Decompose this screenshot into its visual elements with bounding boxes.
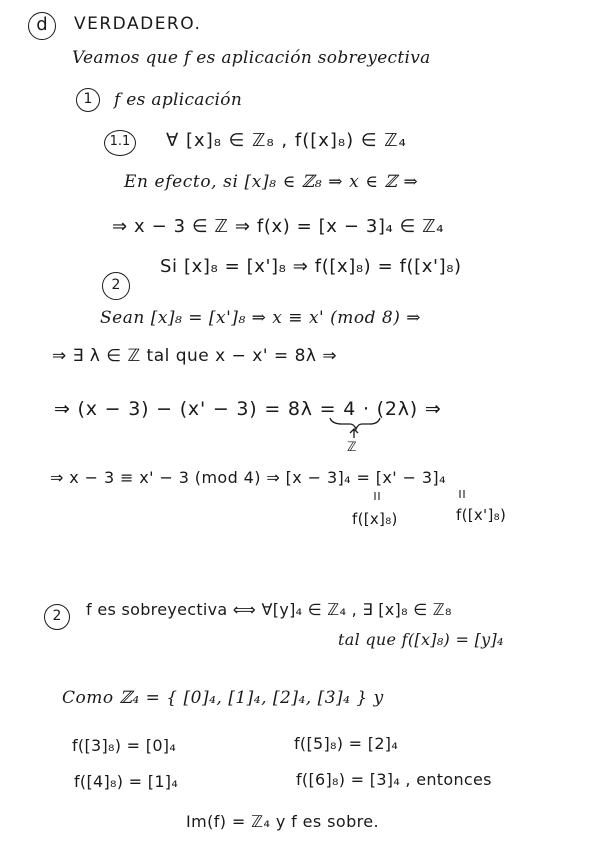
- sub11-line1: En efecto, si [x]₈ ∈ ℤ₈ ⇒ x ∈ ℤ ⇒: [124, 172, 419, 192]
- equal-mark-left: [375, 492, 379, 500]
- part2-title-cont: tal que f([x]₈) = [y]₄: [338, 630, 504, 649]
- sub12-eq-right: f([x']₈): [456, 506, 507, 524]
- sub12-brace-note: ℤ: [347, 440, 357, 455]
- verdict: VERDADERO.: [74, 14, 202, 34]
- part2-title: f es sobreyectiva ⟺ ∀[y]₄ ∈ ℤ₄ , ∃ [x]₈ ∈ ℤ₈: [86, 600, 452, 619]
- como-line: Como ℤ₄ = { [0]₄, [1]₄, [2]₄, [3]₄ } y: [62, 688, 384, 708]
- part1-number-circle: 1: [76, 88, 100, 112]
- sub11-number-circle: 1.1: [104, 130, 136, 156]
- sub12-eq-left: f([x]₈): [352, 510, 398, 528]
- sub11-line2: ⇒ x − 3 ∈ ℤ ⇒ f(x) = [x − 3]₄ ∈ ℤ₄: [112, 216, 445, 237]
- sub11-statement: ∀ [x]₈ ∈ ℤ₈ , f([x]₈) ∈ ℤ₄: [166, 130, 407, 151]
- up-arrow-mark: [350, 429, 358, 438]
- intro-line: Veamos que f es aplicación sobreyectiva: [72, 48, 431, 68]
- sub12-line1: Sean [x]₈ = [x']₈ ⇒ x ≡ x' (mod 8) ⇒: [100, 308, 421, 328]
- sub12-statement: Si [x]₈ = [x']₈ ⇒ f([x]₈) = f([x']₈): [160, 256, 462, 277]
- value-f3: f([3]₈) = [0]₄: [72, 736, 177, 755]
- sub12-line2: ⇒ ∃ λ ∈ ℤ tal que x − x' = 8λ ⇒: [52, 346, 338, 366]
- equal-mark-right: [460, 490, 464, 498]
- sub12-number-circle: 2: [102, 272, 130, 300]
- sub12-line3: ⇒ (x − 3) − (x' − 3) = 8λ = 4 · (2λ) ⇒: [54, 398, 442, 420]
- sub12-line4: ⇒ x − 3 ≡ x' − 3 (mod 4) ⇒ [x − 3]₄ = [x' − 3]₄: [50, 468, 446, 487]
- conclusion-line: Im(f) = ℤ₄ y f es sobre.: [186, 812, 379, 831]
- underbrace-mark: [330, 418, 380, 429]
- value-f4: f([4]₈) = [1]₄: [74, 772, 179, 791]
- value-f5: f([5]₈) = [2]₄: [294, 734, 399, 753]
- item-label-circle: d: [28, 12, 56, 40]
- part2-number-circle: 2: [44, 604, 70, 630]
- part1-title: f es aplicación: [114, 90, 243, 110]
- value-f6: f([6]₈) = [3]₄ , entonces: [296, 770, 492, 789]
